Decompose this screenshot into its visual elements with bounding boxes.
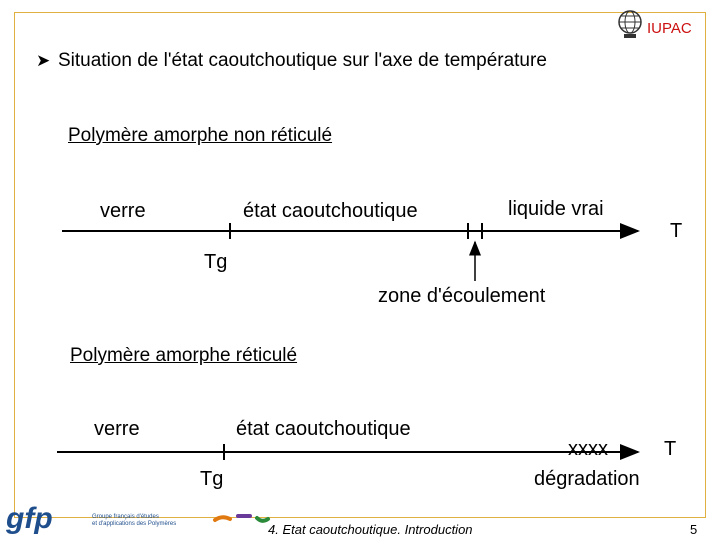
section2-tg-label: Tg [200,468,224,490]
section2-glass-label: verre [94,418,140,440]
gfp-caption [92,514,176,528]
section2-axis-label: T [664,438,677,460]
gfp-caption-line1: Groupe français d'études [92,514,159,520]
footer-course-title: 4. Etat caoutchoutique. Introduction [268,522,473,537]
section1-glass-label: verre [100,200,146,222]
section1-tg-label: Tg [204,251,228,273]
section1-liquid-label: liquide vrai [508,198,604,220]
page-number: 5 [690,522,698,537]
section1-flow-label: zone d'écoulement [378,285,546,307]
slide-title: Situation de l'état caoutchoutique sur l'axe de température [58,50,547,71]
footer-dash-orange [215,517,230,520]
section1-title: Polymère amorphe non réticulé [68,125,333,146]
section2-rubber-label: état caoutchoutique [236,418,411,440]
section1-axis-label: T [670,220,683,242]
iupac-label: IUPAC [647,20,692,37]
section1-rubber-label: état caoutchoutique [243,200,418,222]
arrow-bullet-icon: ➤ [36,51,51,70]
gfp-caption-line2: et d'applications des Polymères [92,521,177,527]
gfp-logo: gfp [6,502,53,535]
section2-title: Polymère amorphe réticulé [70,345,298,366]
section2-degradation-label: dégradation [534,468,640,490]
footer-dash-green [257,518,268,521]
section2-marker: xxxx [568,438,608,460]
